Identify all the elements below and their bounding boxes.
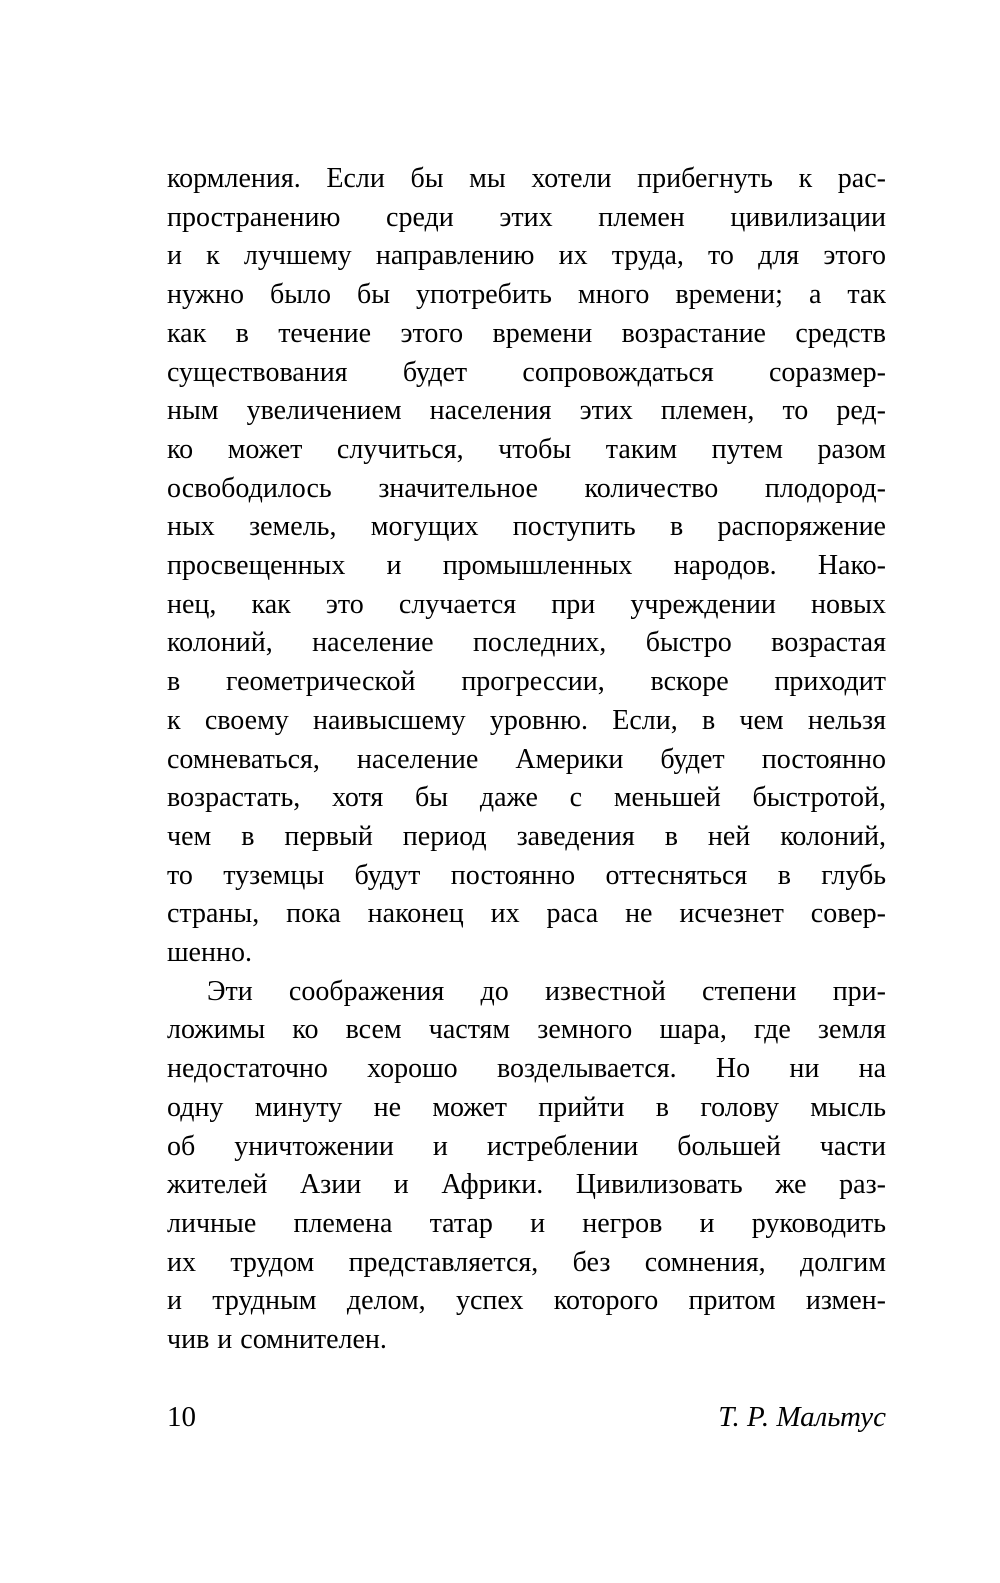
text-line: сомневаться, население Америки будет постоянно xyxy=(167,743,886,775)
text-line: как в течение этого времени возрастание средств xyxy=(167,317,886,349)
paragraph xyxy=(167,160,886,973)
text-line: то туземцы будут постоянно оттесняться в глубь xyxy=(167,859,886,891)
text-line: об уничтожении и истреблении большей части xyxy=(167,1130,886,1162)
text-line: и к лучшему направлению их труда, то для этого xyxy=(167,240,886,272)
text-line: недостаточно хорошо возделывается. Но ни на xyxy=(167,1053,886,1085)
running-title-author: Т. Р. Мальтус xyxy=(718,1401,886,1433)
text-line: нужно было бы употребить много времени; а так xyxy=(167,279,886,311)
text-line: освободилось значительное количество плодород- xyxy=(167,472,886,504)
text-line: шенно. xyxy=(167,937,252,969)
text-line: и трудным делом, успех которого притом измен- xyxy=(167,1285,886,1317)
text-line: личные племена татар и негров и руководить xyxy=(167,1207,886,1239)
text-line: нец, как это случается при учреждении новых xyxy=(167,588,886,620)
text-line: к своему наивысшему уровню. Если, в чем нельзя xyxy=(167,704,886,736)
text-line: ко может случиться, чтобы таким путем разом xyxy=(167,433,886,465)
page-text xyxy=(167,160,886,1360)
text-line: Эти соображения до известной степени при- xyxy=(207,975,886,1007)
text-line: чем в первый период заведения в ней колоний, xyxy=(167,820,886,852)
text-line: страны, пока наконец их раса не исчезнет совер- xyxy=(167,898,886,930)
text-line: существования будет сопровождаться соразмер- xyxy=(167,356,886,388)
text-line: колоний, население последних, быстро возрастая xyxy=(167,627,886,659)
text-line: просвещенных и промышленных народов. Нако- xyxy=(167,550,886,582)
text-line: пространению среди этих племен цивилизации xyxy=(167,201,886,233)
page-footer xyxy=(167,1398,886,1436)
text-line: кормления. Если бы мы хотели прибегнуть к рас- xyxy=(167,163,886,194)
text-line: ложимы ко всем частям земного шара, где земля xyxy=(167,1014,886,1046)
text-line: ным увеличением населения этих племен, то ред- xyxy=(167,395,886,427)
text-line: жителей Азии и Африки. Цивилизовать же раз- xyxy=(167,1169,886,1201)
text-line: ных земель, могущих поступить в распоряжение xyxy=(167,511,886,543)
text-line: чив и сомнителен. xyxy=(167,1324,387,1356)
text-line: их трудом представляется, без сомнения, долгим xyxy=(167,1246,886,1278)
text-line: одну минуту не может прийти в голову мысль xyxy=(167,1091,886,1123)
paragraph xyxy=(167,973,886,1360)
text-line: возрастать, хотя бы даже с меньшей быстротой, xyxy=(167,782,886,814)
text-line: в геометрической прогрессии, вскоре приходит xyxy=(167,666,886,698)
page-number: 10 xyxy=(167,1401,196,1433)
